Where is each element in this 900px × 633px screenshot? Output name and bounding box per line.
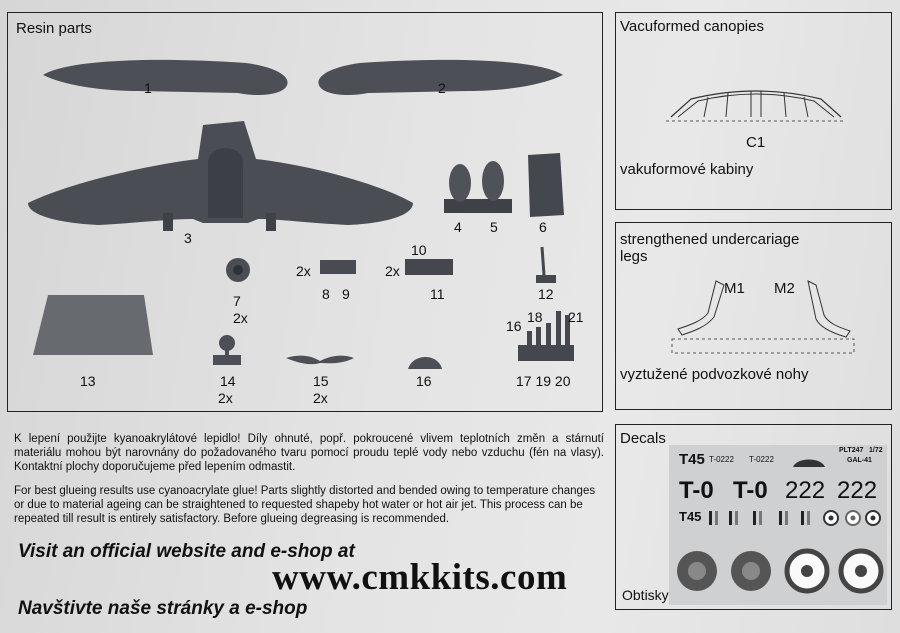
label-part-6: 6	[539, 219, 547, 235]
label-part-14: 14	[220, 373, 236, 389]
website-url[interactable]: www.cmkkits.com	[272, 557, 568, 598]
part-4-5-base	[444, 199, 512, 213]
label-part-4: 4	[454, 219, 462, 235]
resin-parts-panel	[7, 12, 603, 412]
legs-title-cz: vyztužené podvozkové nohy	[620, 366, 809, 383]
decal-t0-large-1: T-0	[679, 477, 714, 504]
part-8-9	[320, 260, 356, 274]
label-part-2: 2	[438, 80, 446, 96]
part-16-dome	[408, 357, 442, 369]
decal-stripes	[709, 511, 810, 525]
canopies-title: Vacuformed canopies	[620, 18, 764, 35]
part-6	[528, 153, 564, 217]
legs-title: strengthened undercariage legs	[620, 231, 800, 265]
decals-panel	[615, 424, 892, 610]
part-13	[33, 295, 153, 355]
decal-t0222-small-1: T-0222	[709, 455, 734, 464]
decal-sheet-ref: GAL-41	[847, 457, 872, 464]
decal-t0-large-2: T-0	[733, 477, 768, 504]
label-part-7: 7	[233, 293, 241, 309]
label-part-7-qty: 2x	[233, 310, 248, 326]
label-part-14-qty: 2x	[218, 390, 233, 406]
label-part-16: 16	[416, 373, 432, 389]
part-1-nacelle	[43, 60, 288, 95]
decal-t45-small: T45	[679, 509, 702, 524]
label-part-12: 12	[538, 286, 554, 302]
leg-m2	[808, 281, 850, 337]
website-promo-en: Visit an official website and e-shop at	[18, 541, 355, 562]
decal-sheet-scale: 1/72	[869, 447, 883, 454]
part-10-11	[405, 259, 453, 275]
label-part-8-9-qty: 2x	[296, 263, 311, 279]
instructions-czech: K lepení použijte kyanoakrylátové lepidlo! Díly ohnuté, popř. pokroucené vlivem teplotních změn a stárnutí materiálu mohou být narovnány do požadovaného tvaru pomocí proudu teplé vody nebo vzduchu (fén na vlasy). Kontaktní plochy doporučujeme před lepením odmastit.	[14, 433, 604, 473]
label-part-11: 11	[430, 286, 445, 302]
decal-sheet-code: PLT247	[839, 447, 864, 454]
canopies-title-cz: vakuformové kabiny	[620, 161, 754, 178]
canopy-label-c1: C1	[746, 134, 766, 151]
website-promo-cz: Navštivte naše stránky a e-shop	[18, 598, 308, 619]
legs-panel	[615, 222, 892, 410]
decal-roundels	[669, 445, 887, 605]
part-15-propeller	[286, 356, 354, 364]
label-part-16-sprue: 16	[506, 318, 522, 334]
label-part-17-19-20: 17 19 20	[516, 373, 571, 389]
decal-222-large-2: 222	[837, 477, 878, 504]
part-3-cockpit-recess	[208, 148, 243, 218]
label-part-3: 3	[184, 230, 192, 246]
decals-title-cz: Obtisky	[622, 587, 669, 603]
decal-t0222-small-2: T-0222	[749, 455, 774, 464]
legs-sprue	[672, 339, 854, 353]
part-12	[536, 275, 556, 283]
label-part-15: 15	[313, 373, 329, 389]
instructions-english: For best glueing results use cyanoacrylate glue! Parts slightly distorted and bended owing to temperature changes or due to material ageing can be straightened to requested shapeby hot water or hot air jet. This process can be repeated till result is entirely satisfactory. Before glueing degreasing is recommended.	[14, 485, 596, 525]
label-part-13: 13	[80, 373, 96, 389]
label-part-5: 5	[490, 219, 498, 235]
decal-222-large-1: 222	[785, 477, 826, 504]
part-16-21-sprue	[518, 345, 574, 361]
resin-parts-title: Resin parts	[16, 20, 92, 37]
canopy-drawing	[616, 13, 891, 209]
leg-label-m2: M2	[774, 280, 795, 297]
leg-label-m1: M1	[724, 280, 745, 297]
canopies-panel	[615, 12, 892, 210]
label-part-18: 18	[527, 309, 543, 325]
label-part-15-qty: 2x	[313, 390, 328, 406]
label-part-9: 9	[342, 286, 350, 302]
label-part-8: 8	[322, 286, 330, 302]
canopy-c1-outline	[671, 91, 841, 117]
part-4	[449, 164, 471, 202]
decal-sheet	[669, 445, 887, 605]
part-5	[482, 161, 504, 201]
label-part-1: 1	[144, 80, 152, 96]
label-part-21: 21	[568, 309, 584, 325]
label-part-10: 10	[411, 242, 427, 258]
decal-t45-top: T45	[679, 451, 705, 468]
part-3-wing-tab-left	[163, 213, 173, 231]
resin-parts-drawing	[8, 13, 602, 411]
label-part-10-11-qty: 2x	[385, 263, 400, 279]
part-3-wing-tab-right	[266, 213, 276, 231]
leg-m1	[678, 281, 724, 335]
decals-title: Decals	[620, 430, 666, 447]
